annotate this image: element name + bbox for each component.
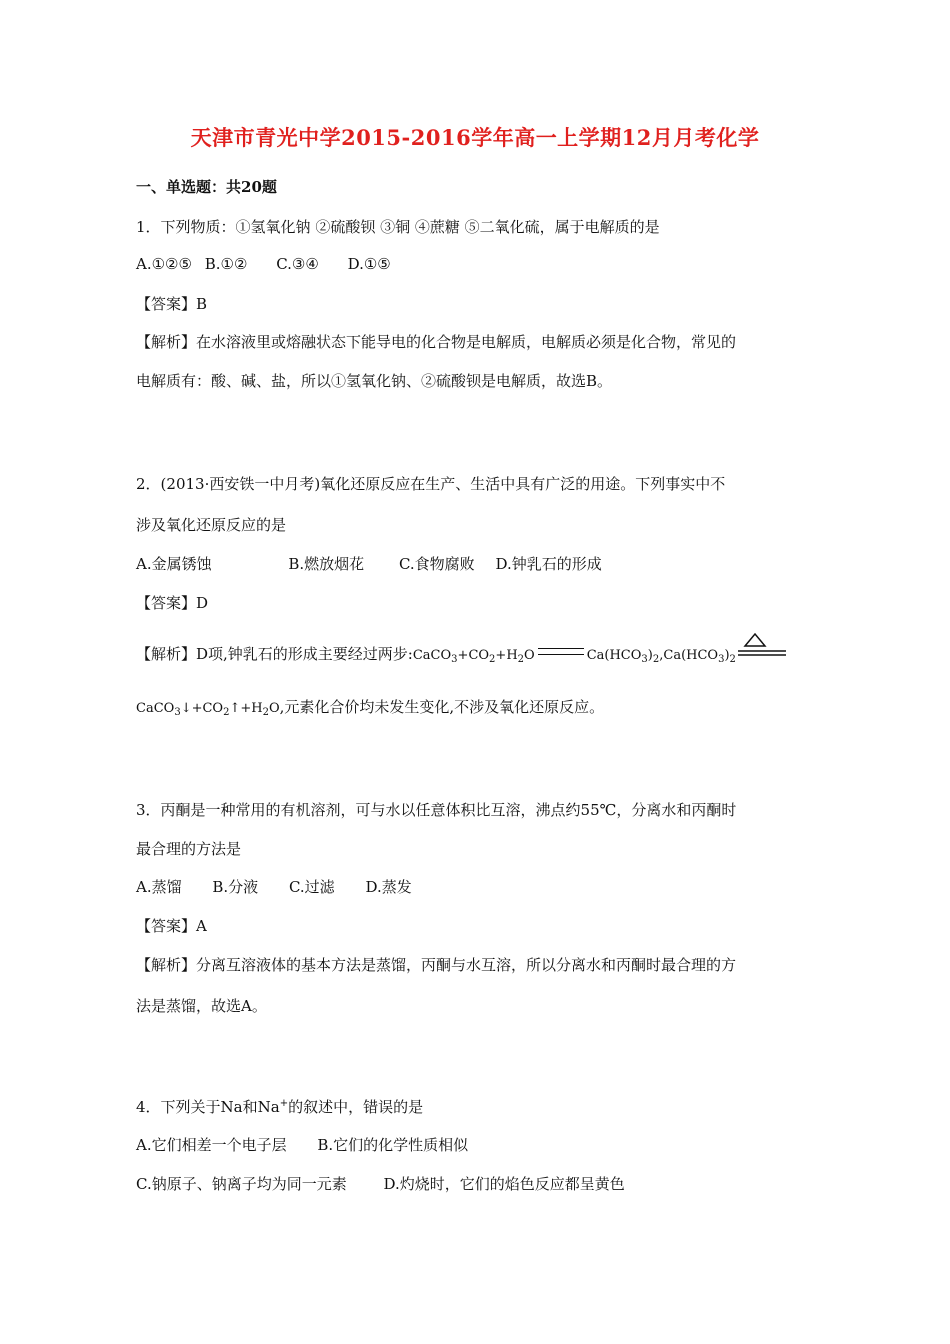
q2-option-d: D.钟乳石的形成: [495, 555, 602, 573]
q4-option-b: B.它们的化学性质相似: [317, 1136, 469, 1154]
q2-answer: 【答案】D: [136, 594, 209, 612]
q1-answer: 【答案】B: [136, 295, 208, 313]
q1-option-a: A.①②⑤: [136, 255, 192, 273]
q2-analysis-prefix: 【解析】D项,钟乳石的形成主要经过两步:: [136, 645, 413, 663]
q2-options: [136, 553, 602, 574]
q1-analysis-line1: 【解析】在水溶液里或熔融状态下能导电的化合物是电解质，电解质必须是化合物，常见的: [136, 333, 737, 351]
q1-options: [136, 255, 391, 273]
q4-options-row1: [136, 1134, 468, 1155]
q3-stem-line2: 最合理的方法是: [136, 840, 242, 858]
q4-option-c: C.钠原子、钠离子均为同一元素: [136, 1175, 347, 1193]
q3-option-c: C.过滤: [288, 878, 335, 896]
q2-analysis-suffix: ,元素化合价均未发生变化,不涉及氧化还原反应。: [279, 698, 605, 716]
q2-equation1-products: $Ca(HCO_3)_2,Ca(HCO_3)_2$: [586, 648, 736, 665]
q3-analysis-line1: 【解析】分离互溶液体的基本方法是蒸馏，丙酮与水互溶，所以分离水和丙酮时最合理的方: [136, 956, 737, 974]
q1-option-b: B.①②: [204, 255, 248, 273]
q3-option-a: A.蒸馏: [136, 878, 182, 896]
q2-stem-line1: 2．(2013·西安铁一中月考)氧化还原反应在生产、生活中具有广泛的用途。下列事实中不: [136, 475, 726, 493]
equals-sign: [538, 648, 584, 655]
q4-options-row2: [136, 1173, 625, 1194]
heat-triangle-icon: [738, 632, 786, 658]
q2-equation1-reactants: $CaCO_3+CO_2+H_2O$: [412, 648, 535, 665]
q4-option-d: D.灼烧时，它们的焰色反应都呈黄色: [383, 1175, 625, 1193]
q2-option-a: A.金属锈蚀: [136, 555, 212, 573]
q2-option-b: B.燃放烟花: [288, 555, 365, 573]
q4-option-a: A.它们相差一个电子层: [136, 1136, 287, 1154]
q3-option-d: D.蒸发: [365, 878, 412, 896]
q2-analysis-line2: [136, 696, 604, 718]
q2-option-c: C.食物腐败: [398, 555, 475, 573]
q4-stem: 4．下列关于Na和Na+的叙述中，错误的是: [136, 1098, 424, 1116]
q3-option-b: B.分液: [212, 878, 259, 896]
q3-answer: 【答案】A: [136, 917, 207, 935]
q2-stem-line2: 涉及氧化还原反应的是: [136, 516, 287, 534]
q3-analysis-line2: 法是蒸馏，故选A。: [136, 997, 267, 1015]
q3-options: [136, 876, 412, 897]
q1-option-c: C.③④: [276, 255, 319, 273]
section-heading: 一、单选题：共20题: [136, 178, 277, 196]
q2-equation2-products: $CaCO_3↓+CO_2↑+H_2O$: [136, 701, 280, 718]
q1-analysis-line2: 电解质有：酸、碱、盐，所以①氢氧化钠、②硫酸钡是电解质，故选B。: [136, 372, 613, 390]
q2-analysis-line1: [136, 643, 736, 665]
q1-stem: 1．下列物质：①氢氧化钠 ②硫酸钡 ③铜 ④蔗糖 ⑤二氧化硫，属于电解质的是: [136, 218, 660, 236]
q1-option-d: D.①⑤: [347, 255, 391, 273]
q3-stem-line1: 3．丙酮是一种常用的有机溶剂，可与水以任意体积比互溶，沸点约55℃，分离水和丙酮时: [136, 801, 737, 819]
document-title: 天津市青光中学2015-2016学年高一上学期12月月考化学: [190, 125, 760, 150]
